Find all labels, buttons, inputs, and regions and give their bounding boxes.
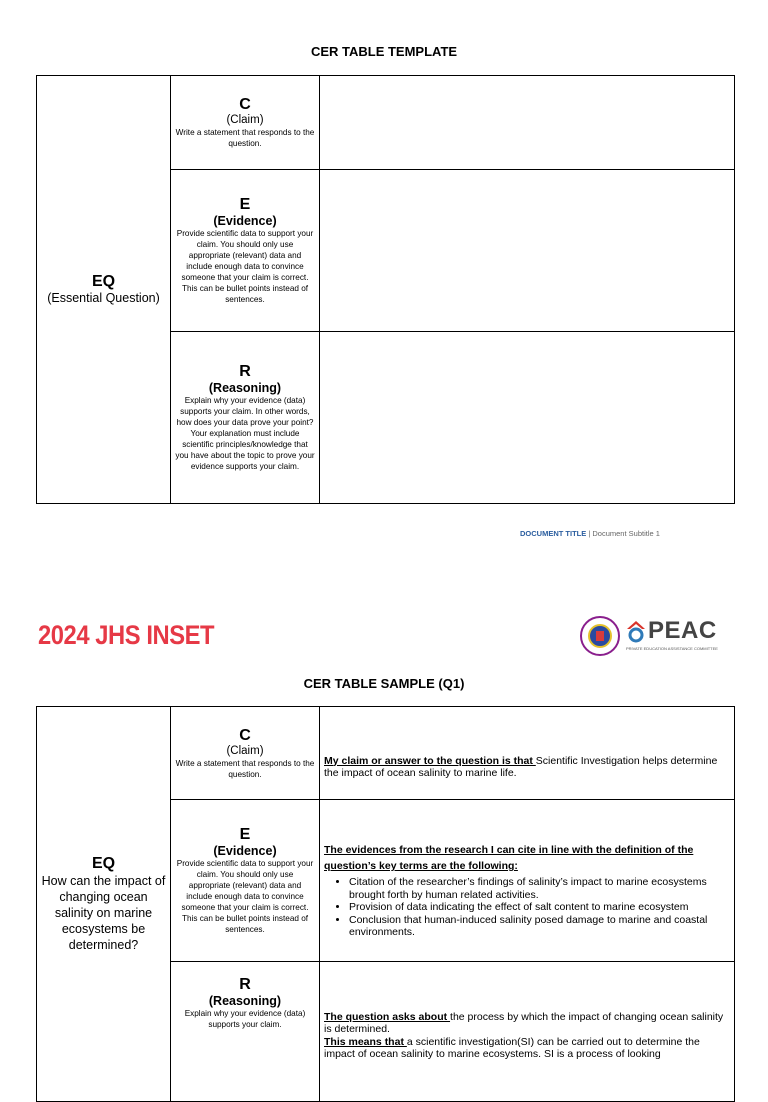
reasoning-letter: R — [239, 363, 251, 380]
reasoning-answer-cell[interactable] — [320, 332, 735, 504]
reasoning-lead-2: This means that — [324, 1035, 407, 1048]
evidence-lead: The evidences from the research I can cite in line with the definition of the question’s key terms are the following: — [324, 844, 694, 873]
claim-label-cell — [171, 76, 320, 170]
cer-sample-table — [36, 706, 735, 1102]
footer-doc-subtitle: Document Subtitle 1 — [592, 529, 660, 538]
claim-answer-cell[interactable] — [320, 707, 735, 800]
claim-name: (Claim) — [226, 114, 264, 126]
eq-question: How can the impact of changing ocean salinity on marine ecosystems be determined? — [41, 874, 166, 952]
list-item: • Provision of data indicating the effect of salt content to marine ecosystem — [349, 901, 730, 914]
deped-seal-icon — [580, 616, 620, 656]
evidence-description: Provide scientific data to support your claim. You should only use appropriate (relevant) data and include enough data to convince someone that your claim is correct. This can be bullet points instead of sentences. — [176, 859, 314, 934]
page-title-sample: CER TABLE SAMPLE (Q1) — [303, 676, 465, 691]
reasoning-lead-1: The question asks about — [324, 1010, 451, 1023]
eq-title: EQ — [91, 273, 116, 290]
footer-doc-title: DOCUMENT TITLE — [520, 529, 587, 538]
eq-cell — [37, 76, 171, 504]
evidence-list — [349, 876, 730, 939]
claim-lead: My claim or answer to the question is that — [324, 754, 536, 767]
evidence-letter: E — [239, 826, 251, 843]
reasoning-text-1: the process by which the impact of changing ocean salinity is determined. — [324, 1010, 724, 1035]
peac-logo-text: PEAC — [648, 617, 717, 644]
peac-house-icon — [626, 620, 646, 644]
reasoning-letter: R — [239, 976, 251, 993]
reasoning-answer-cell[interactable] — [320, 962, 735, 1102]
page-title: CER TABLE TEMPLATE — [310, 44, 458, 59]
eq-subtitle: (Essential Question) — [47, 291, 160, 305]
reasoning-name: (Reasoning) — [208, 994, 282, 1008]
peac-logo-subtitle: PRIVATE EDUCATION ASSISTANCE COMMITTEE — [626, 646, 718, 651]
cer-template-table — [36, 75, 735, 504]
evidence-label-cell — [171, 170, 320, 332]
evidence-label-cell — [171, 800, 320, 962]
inset-banner: 2024 JHS INSET — [38, 620, 215, 650]
logos — [580, 614, 730, 658]
reasoning-label-cell — [171, 962, 320, 1102]
document-footer: DOCUMENT TITLE | Document Subtitle 1 — [520, 529, 660, 538]
evidence-letter: E — [239, 196, 251, 213]
claim-letter: C — [239, 726, 251, 744]
evidence-answer-cell[interactable] — [320, 170, 735, 332]
reasoning-description: Explain why your evidence (data) supports your claim. In other words, how does your data prove your point? Your explanation must include scientific principles/knowledge that you have about the topic to prove your evidence supports your claim. — [175, 396, 315, 471]
list-item: • Conclusion that human-induced salinity posed damage to marine and coastal environments. — [349, 914, 730, 939]
reasoning-name: (Reasoning) — [208, 381, 282, 395]
claim-description: Write a statement that responds to the question. — [175, 758, 315, 779]
eq-cell — [37, 707, 171, 1102]
eq-title: EQ — [91, 855, 116, 872]
evidence-name: (Evidence) — [213, 214, 277, 228]
evidence-answer-cell[interactable] — [320, 800, 735, 962]
evidence-description: Provide scientific data to support your claim. You should only use appropriate (relevant) data and include enough data to convince someone that your claim is correct. This can be bullet points instead of sentences. — [176, 229, 314, 304]
claim-description: Write a statement that responds to the question. — [175, 128, 315, 148]
evidence-name: (Evidence) — [213, 844, 277, 858]
claim-letter: C — [239, 96, 251, 113]
list-item: • Citation of the researcher’s findings of salinity’s impact to marine ecosystems brought forth by human related activities. — [349, 876, 730, 901]
claim-text: Scientific Investigation helps determine the impact of ocean salinity to marine life. — [324, 754, 718, 779]
claim-answer-cell[interactable] — [320, 76, 735, 170]
reasoning-text-2: a scientific investigation(SI) can be carried out to determine the impact of ocean salinity to marine ecosystems. SI is a process of looking — [324, 1035, 700, 1060]
claim-label-cell — [171, 707, 320, 800]
claim-name: (Claim) — [226, 744, 264, 757]
reasoning-description: Explain why your evidence (data) supports your claim. — [184, 1009, 306, 1029]
reasoning-label-cell — [171, 332, 320, 504]
